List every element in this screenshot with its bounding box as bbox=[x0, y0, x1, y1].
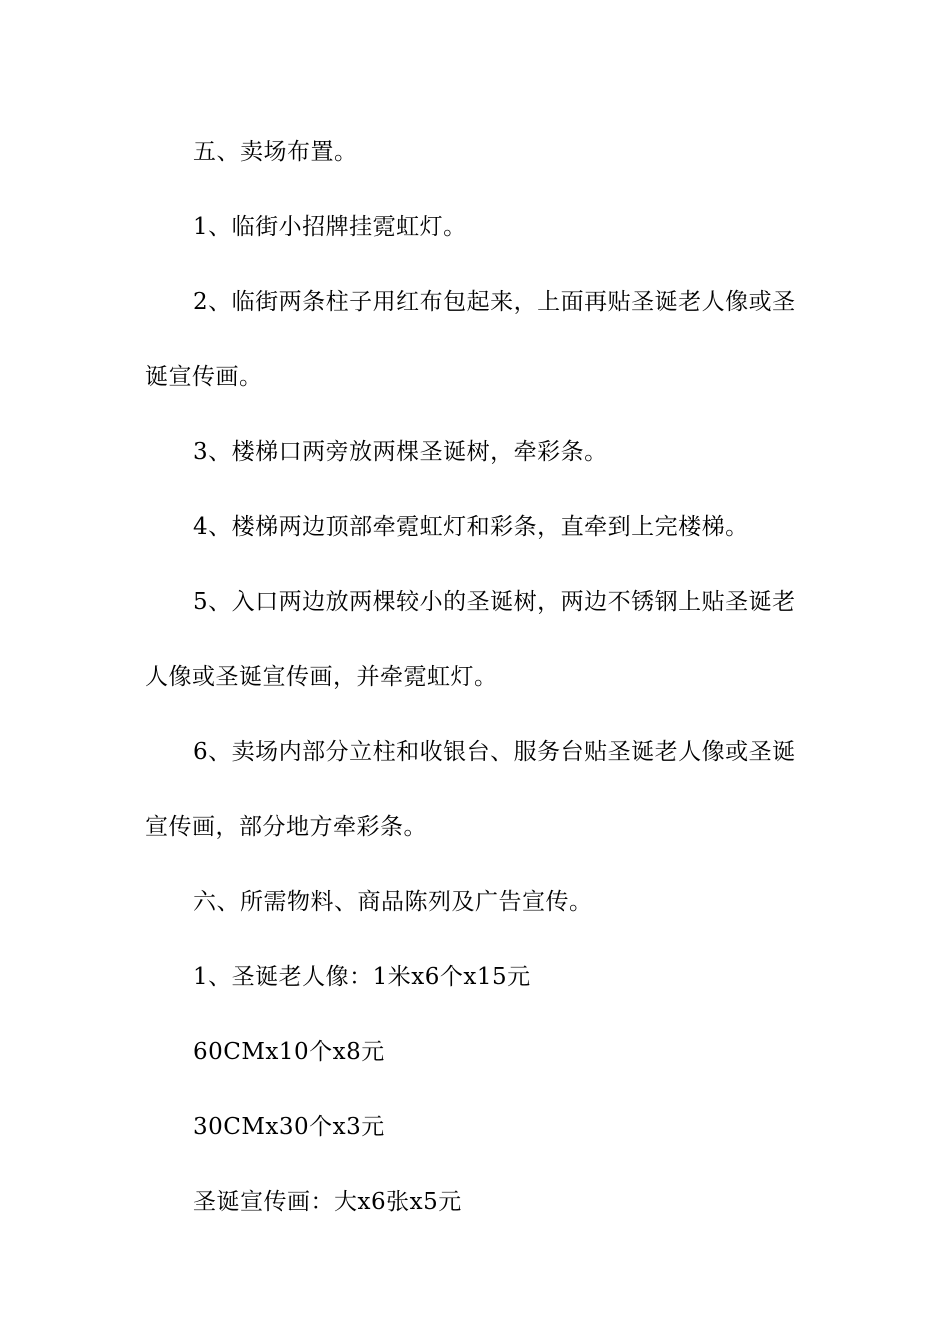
paragraph-line: 4、楼梯两边顶部牵霓虹灯和彩条，直牵到上完楼梯。 bbox=[193, 514, 749, 540]
paragraph-line: 诞宣传画。 bbox=[145, 364, 263, 390]
paragraph-line: 60CMx10个x8元 bbox=[193, 1039, 385, 1065]
paragraph-line: 1、圣诞老人像：1米x6个x15元 bbox=[193, 964, 531, 990]
paragraph-line: 2、临街两条柱子用红布包起来，上面再贴圣诞老人像或圣 bbox=[193, 289, 796, 315]
paragraph-line: 3、楼梯口两旁放两棵圣诞树，牵彩条。 bbox=[193, 439, 608, 465]
section-heading-six: 六、所需物料、商品陈列及广告宣传。 bbox=[193, 889, 593, 915]
paragraph-line: 1、临街小招牌挂霓虹灯。 bbox=[193, 214, 467, 240]
section-heading-five: 五、卖场布置。 bbox=[193, 139, 358, 165]
paragraph-line: 6、卖场内部分立柱和收银台、服务台贴圣诞老人像或圣诞 bbox=[193, 739, 796, 765]
paragraph-line: 人像或圣诞宣传画，并牵霓虹灯。 bbox=[145, 664, 498, 690]
paragraph-line: 30CMx30个x3元 bbox=[193, 1114, 385, 1140]
paragraph-line: 宣传画，部分地方牵彩条。 bbox=[145, 814, 427, 840]
paragraph-line: 圣诞宣传画：大x6张x5元 bbox=[193, 1189, 462, 1215]
paragraph-line: 5、入口两边放两棵较小的圣诞树，两边不锈钢上贴圣诞老 bbox=[193, 589, 796, 615]
